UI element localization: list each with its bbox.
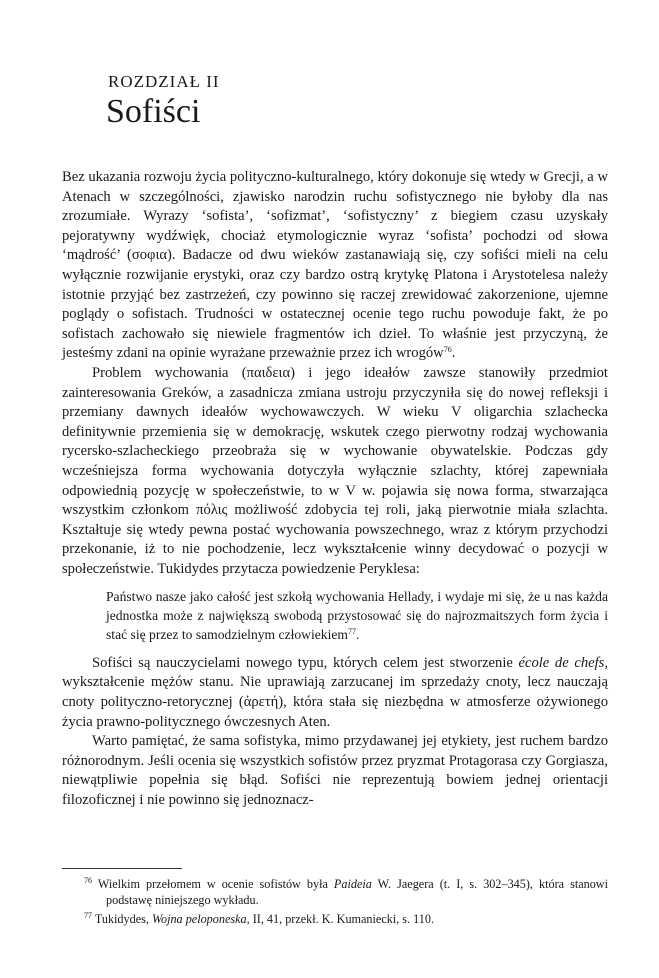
footnote-76-italic: Paideia — [333, 877, 372, 891]
paragraph-1-end: . — [451, 345, 456, 362]
quote-end: . — [355, 627, 360, 643]
block-quote — [106, 588, 608, 644]
footnote-76-b: W. Jaegera (t. I, s. 302–345), która stanowi podstawę niniejszego wykładu. — [106, 877, 608, 908]
footnote-76-number: 76 — [84, 876, 92, 885]
footnote-76 — [62, 876, 608, 909]
footnote-divider — [62, 868, 182, 869]
paragraph-4: Warto pamiętać, że sama sofistyka, mimo przydawanej jej etykiety, jest ruchem bardzo różnorodnym. Jeśli ocenia się wszystkich sofistów przez pryzmat Protagorasa czy Gorgiasza, niewątpliwie popełnia się błąd. Sofiści nie reprezentują bowiem jednej orientacji filozoficznej i nie powinno się jednoznacz- — [62, 733, 608, 809]
footnote-77-italic: Wojna peloponeska — [151, 911, 247, 926]
footnote-ref-77: 77 — [347, 627, 356, 637]
footnote-77-b: , II, 41, przekł. K. Kumaniecki, s. 110. — [246, 911, 435, 926]
footnote-76-a: Wielkim przełomem w ocenie sofistów była — [97, 877, 334, 891]
footnotes — [62, 876, 608, 929]
paragraph-2: Problem wychowania (παιδεια) i jego ideałów zawsze stanowiły przedmiot zainteresowania Greków, a zasadnicza zmiana ustroju przyczyniła się do nowej refleksji i przemiany dawnych ideałów wychowawczych. W wieku V oligarchia szlachecka definitywnie przemienia się w demokrację, wskutek czego pierwotny rodzaj wychowania rycersko-szlacheckiego przeobraża się w wychowanie obywatelskie. Podczas gdy wcześniejsza forma wychowania dotyczyła wyłącznie szlachty, której zapewniała odpowiednią pozycję w społeczeństwie, to w V w. pojawia się nowa forma, stwarzająca wszystkim członkom πόλις możliwość zdobycia tej roli, jaką pierwotnie miała szlachta. Kształtuje się wtedy pewna postać wychowania powszechnego, wraz z którym przychodzi przekonanie, iż to nie pochodzenie, lecz wykształcenie winny decydować o pozycji w społeczeństwie. Tukidydes przytacza powiedzenie Peryklesa: — [62, 364, 608, 577]
paragraph-3-b: , wykształcenie mężów stanu. Nie uprawiają zarzucanej im sprzedaży cnoty, lecz nauczają cnoty polityczno-retorycznej (ἀρετή), która stała się niezbędna w atmosferze ożywionego życia prawno-politycznego ówczesnych Aten. — [62, 654, 608, 730]
paragraph-3-italic: école de chefs — [518, 654, 605, 671]
footnote-77-a: Tukidydes, — [94, 911, 152, 926]
paragraph-3 — [62, 654, 608, 732]
footnote-77 — [62, 911, 608, 927]
paragraph-1 — [62, 168, 608, 364]
paragraph-3-a: Sofiści są nauczycielami nowego typu, których celem jest stworzenie — [92, 654, 519, 671]
body-text — [62, 168, 608, 811]
quote-text: Państwo nasze jako całość jest szkołą wychowania Hellady, i wydaje mi się, że u nas każda jednostka może z największą swobodą przystosować się do najrozmaitszych form życia i stać się przez to samodzielnym człowiekiem — [106, 589, 608, 643]
chapter-title: Sofiści — [106, 93, 201, 130]
paragraph-1-text: Bez ukazania rozwoju życia polityczno-kulturalnego, który dokonuje się wtedy w Grecji, a w Atenach w szczególności, zjawisko narodzin ruchu sofistycznego nie byłoby dla nas zrozumiałe. Wyrazy ‘sofista’, ‘sofizmat’, ‘sofistyczny’ z biegiem czasu uzyskały pejoratywny wydźwięk, chociaż etymologicznie wyraz ‘sofista’ pochodzi od słowa ‘mądrość’ (σοφια). Badacze od dwu wieków zastanawiają się, czy sofiści mieli na celu wyłącznie rozwijanie erystyki, oraz czy bardzo ostrą krytykę Platona i Arystotelesa należy istotnie przyjąć bez zastrzeżeń, czy powinno się raczej zrewidować zakorzenione, ujemne poglądy o sofistach. Trudności w ostatecznej ocenie tego ruchu powoduje fakt, że po sofistach zachowało się niewiele fragmentów ich dzieł. To właśnie jest przyczyną, że jesteśmy zdani na opinie wyrażane przeważnie przez ich wrogów — [62, 169, 608, 362]
footnote-ref-76: 76 — [443, 345, 452, 355]
footnote-77-number: 77 — [84, 910, 92, 920]
chapter-label: ROZDZIAŁ II — [108, 72, 220, 91]
